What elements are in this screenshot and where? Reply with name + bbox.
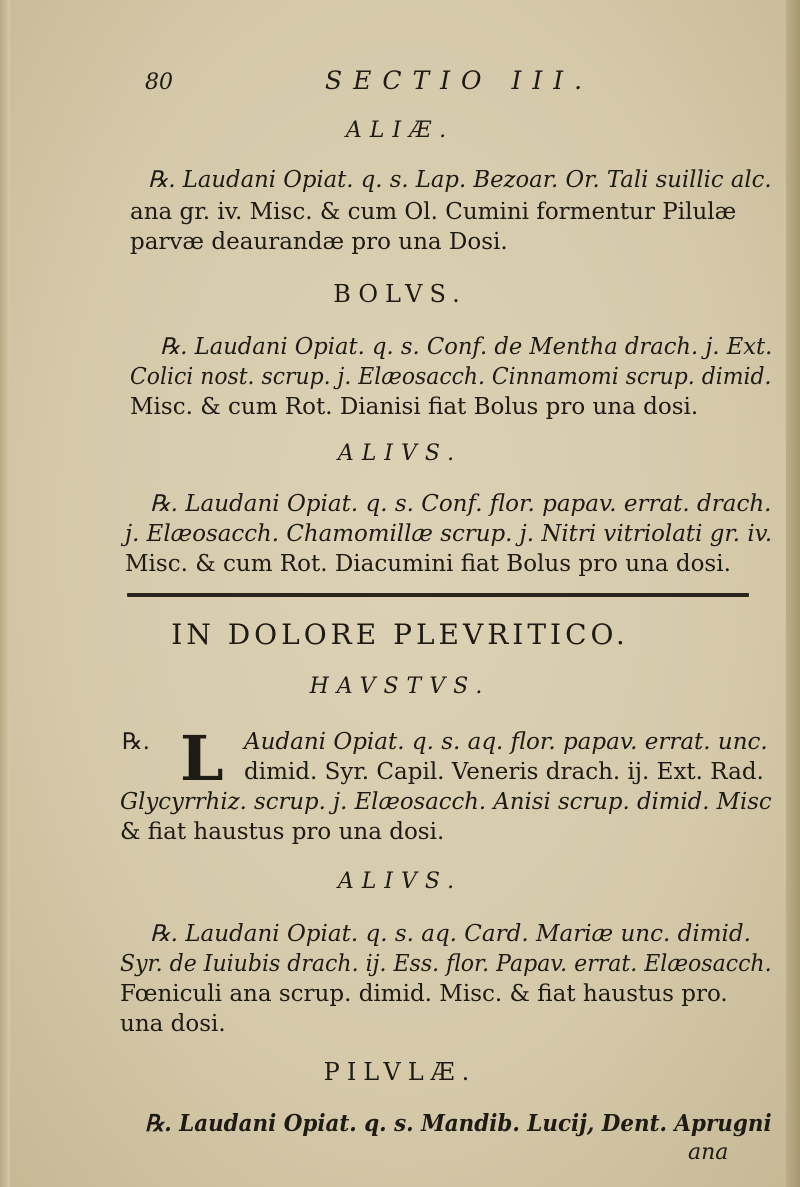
chapter-title: IN DOLORE PLEVRITICO.: [171, 618, 629, 651]
section-heading-aliae: ALIÆ.: [345, 118, 455, 143]
recipe-line: ℞. Laudani Opiat. q. s. Mandib. Lucij, Dent. Aprugni: [145, 1110, 772, 1137]
section-divider-rule: [127, 593, 749, 597]
recipe-line: ℞. Laudani Opiat. q. s. Lap. Bezoar. Or. Tali suillic alc.: [148, 167, 772, 193]
catchword: ana: [688, 1140, 729, 1165]
recipe-line: ℞. Laudani Opiat. q. s. Conf. de Mentha drach. j. Ext.: [160, 334, 773, 360]
recipe-line: Audani Opiat. q. s. aq. flor. papav. errat. unc.: [244, 729, 768, 755]
recipe-line: Misc. & cum Rot. Diacumini fiat Bolus pro una dosi.: [125, 551, 731, 577]
recipe-line: Colici nost. scrup. j. Elæosacch. Cinnamomi scrup. dimid.: [130, 364, 772, 390]
recipe-symbol: ℞.: [122, 729, 150, 755]
recipe-line: Glycyrrhiz. scrup. j. Elæosacch. Anisi scrup. dimid. Misc: [120, 789, 772, 815]
recipe-line: ana gr. iv. Misc. & cum Ol. Cumini formentur Pilulæ: [130, 199, 737, 225]
recipe-line: j. Elæosacch. Chamomillæ scrup. j. Nitri vitriolati gr. iv.: [125, 521, 773, 547]
recipe-line: dimid. Syr. Capil. Veneris drach. ij. Ext. Rad.: [244, 759, 764, 785]
recipe-line: parvæ deaurandæ pro una Dosi.: [130, 229, 508, 255]
drop-cap: L: [180, 722, 224, 795]
recipe-line: ℞. Laudani Opiat. q. s. aq. Card. Mariæ unc. dimid.: [150, 921, 751, 947]
recipe-line: Misc. & cum Rot. Dianisi fiat Bolus pro una dosi.: [130, 394, 699, 420]
running-head: SECTIO III.: [325, 66, 594, 95]
recipe-line: una dosi.: [120, 1011, 226, 1037]
section-heading-alius: ALIVS.: [337, 441, 463, 466]
recipe-line: ℞. Laudani Opiat. q. s. Conf. flor. papav. errat. drach.: [150, 491, 772, 517]
section-heading-alius-2: ALIVS.: [337, 869, 463, 894]
recipe-line: Syr. de Iuiubis drach. ij. Ess. flor. Papav. errat. Elæosacch.: [120, 951, 772, 977]
section-heading-bolus: BOLVS.: [333, 280, 467, 308]
section-heading-haustus: HAVSTVS.: [309, 674, 491, 699]
page-edge: [786, 0, 800, 1187]
recipe-line: Fœniculi ana scrup. dimid. Misc. & fiat haustus pro.: [120, 981, 728, 1007]
page-gutter-shadow: [0, 0, 10, 1187]
recipe-line: & fiat haustus pro una dosi.: [120, 819, 445, 845]
section-heading-pilulae: PILVLÆ.: [323, 1058, 477, 1086]
page-number: 80: [145, 70, 173, 95]
